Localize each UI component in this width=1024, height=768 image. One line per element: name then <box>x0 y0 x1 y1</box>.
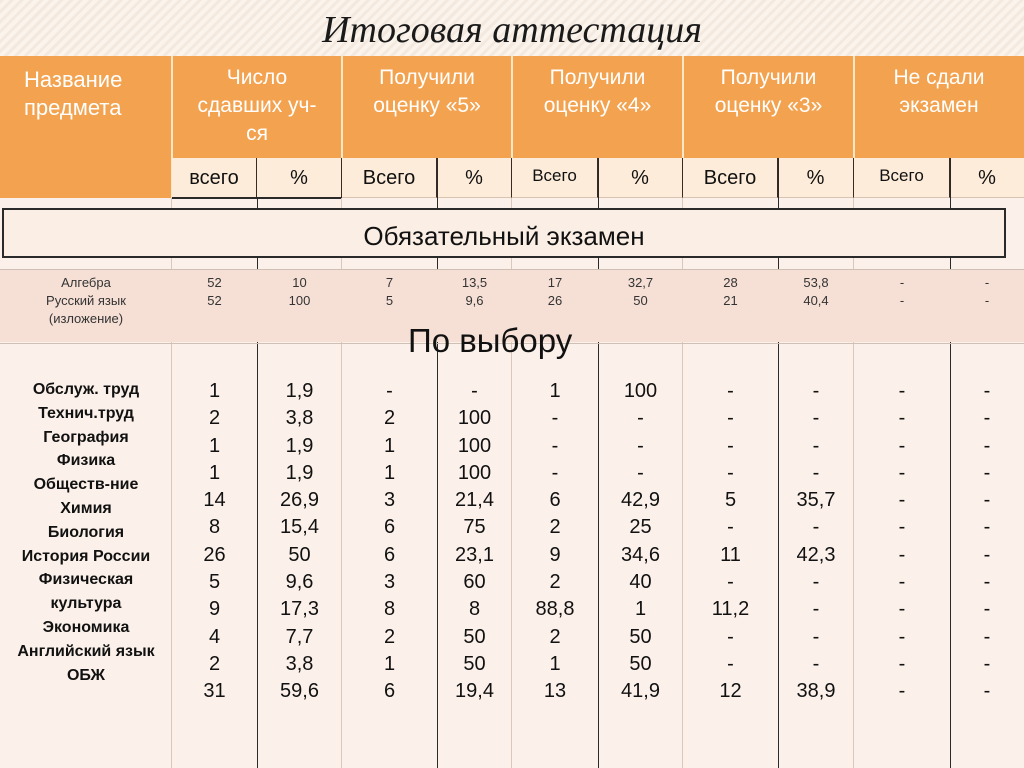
value: 1 <box>634 598 647 621</box>
header-grade3-line: Получили <box>720 66 817 89</box>
value: 75 <box>463 516 486 539</box>
value: - <box>983 680 991 703</box>
subheader-cell: Всего <box>512 158 598 198</box>
value: 13 <box>543 680 567 703</box>
subject-name: Биология <box>47 523 125 541</box>
value: 52 <box>207 293 222 308</box>
value: 2 <box>549 571 561 594</box>
header-failed-line: Не сдали <box>893 66 985 89</box>
value: 17 <box>547 275 563 290</box>
value: 26 <box>547 293 563 308</box>
header-grade3-line: оценку «3» <box>714 94 823 117</box>
value: 9 <box>549 543 561 566</box>
value: - <box>983 543 991 566</box>
value: - <box>983 489 991 512</box>
subject-name: Русский язык <box>46 293 126 308</box>
header-divider <box>853 56 855 158</box>
value: - <box>898 489 906 512</box>
value: 1 <box>383 652 396 675</box>
subject-name: Химия <box>60 499 112 517</box>
mandatory-cell <box>683 274 778 310</box>
header-grade3 <box>683 56 854 158</box>
value: - <box>812 571 820 594</box>
value: 1 <box>208 434 221 457</box>
value: - <box>727 571 734 594</box>
subject-name: Обслуж. труд <box>32 381 140 398</box>
mandatory-cell <box>437 274 512 310</box>
value: - <box>812 434 820 457</box>
value: 26 <box>203 543 226 566</box>
value: 2 <box>208 652 221 675</box>
header-divider <box>682 56 684 158</box>
header-passed-line: Число <box>226 66 288 89</box>
value: - <box>983 434 991 457</box>
value: 38,9 <box>796 680 836 703</box>
value: 6 <box>383 516 396 539</box>
value: 3,8 <box>285 407 314 430</box>
value: 8 <box>468 598 481 621</box>
value: 2 <box>383 625 396 648</box>
header-passed-line: ся <box>246 122 268 145</box>
value: 2 <box>208 407 221 430</box>
value: - <box>898 598 906 621</box>
value: 1 <box>383 461 396 484</box>
elective-label: По выбору <box>408 322 573 359</box>
mandatory-cell <box>512 274 598 310</box>
mandatory-subjects <box>0 274 172 328</box>
value: - <box>812 625 820 648</box>
value: 50 <box>463 652 486 675</box>
header-passed-count <box>172 56 342 158</box>
value: 1 <box>549 652 561 675</box>
value: - <box>812 407 820 430</box>
value: - <box>983 461 991 484</box>
value: 8 <box>208 516 221 539</box>
header-grade4-line: Получили <box>549 66 646 89</box>
subheader-cell: Всего <box>854 158 950 198</box>
value: - <box>898 652 906 675</box>
subheader-cell: Всего <box>683 158 778 198</box>
elective-subjects <box>0 378 172 687</box>
value: 35,7 <box>796 489 836 512</box>
elective-column <box>683 378 778 706</box>
value: 50 <box>633 293 648 308</box>
value: 21,4 <box>455 489 494 512</box>
value: 100 <box>288 293 311 308</box>
mandatory-cell <box>950 274 1024 310</box>
mandatory-cell <box>598 274 683 310</box>
value: 5 <box>385 293 394 308</box>
value: - <box>898 434 906 457</box>
value: 31 <box>203 680 226 703</box>
value: - <box>471 380 478 402</box>
value: - <box>386 380 393 402</box>
value: 6 <box>383 543 396 566</box>
value: - <box>727 380 734 402</box>
value: 41,9 <box>621 680 660 703</box>
subject-name: культура <box>50 595 122 613</box>
value: - <box>727 407 734 430</box>
value: 9,6 <box>285 571 314 594</box>
subject-name: История России <box>21 547 151 565</box>
elective-column <box>172 378 257 706</box>
subheader-cell: % <box>437 158 512 198</box>
subheader-cell: % <box>598 158 683 198</box>
page-title: Итоговая аттестация <box>322 9 702 51</box>
subject-name: Технич.труд <box>38 404 134 422</box>
value: 5 <box>724 489 737 512</box>
value: 100 <box>457 407 492 430</box>
value: 100 <box>457 461 492 484</box>
subject-name: Физика <box>56 452 116 470</box>
value: 1 <box>208 461 221 484</box>
value: 11 <box>720 543 741 566</box>
value: 42,9 <box>621 489 660 512</box>
elective-column <box>437 378 512 706</box>
value: - <box>727 461 734 484</box>
value: 23,1 <box>455 543 494 566</box>
mandatory-exam-banner: Обязательный экзамен <box>2 208 1006 258</box>
value: - <box>637 407 644 430</box>
value: 13,5 <box>461 275 488 290</box>
value: - <box>898 543 906 566</box>
header-subject-line: предмета <box>24 95 122 120</box>
value: - <box>637 434 644 457</box>
header-grade5-line: оценку «5» <box>373 94 481 117</box>
subject-name: География <box>43 428 129 446</box>
value: 9,6 <box>465 293 484 308</box>
elective-column <box>257 378 342 706</box>
value: - <box>898 407 906 430</box>
value: 15,4 <box>280 516 319 539</box>
value: 50 <box>288 543 311 566</box>
value: 10 <box>292 275 307 290</box>
value: 3 <box>383 489 396 512</box>
header-passed-line: сдавших уч- <box>197 94 317 117</box>
value: 50 <box>463 625 486 648</box>
header-failed <box>854 56 1024 158</box>
value: 21 <box>723 293 738 308</box>
value: 11,2 <box>711 598 750 621</box>
value: 53,8 <box>803 275 829 290</box>
value: 100 <box>457 434 492 457</box>
subject-name: ОБЖ <box>66 666 105 684</box>
value: - <box>812 380 820 402</box>
value: 1 <box>208 380 221 402</box>
header-subject <box>0 56 172 198</box>
subheader-cell: % <box>950 158 1024 198</box>
value: - <box>983 625 991 648</box>
value: - <box>812 461 820 484</box>
header-subject-line: Название <box>24 67 123 92</box>
value: 12 <box>719 680 742 703</box>
value: 2 <box>549 625 561 648</box>
value: 17,3 <box>280 598 319 621</box>
value: 4 <box>208 625 221 648</box>
subheader-cell: всего <box>172 158 257 198</box>
mandatory-cell <box>854 274 950 310</box>
value: 40 <box>629 571 652 594</box>
value: 88,8 <box>535 598 575 621</box>
value: 60 <box>463 571 486 594</box>
value: 1,9 <box>285 434 314 457</box>
value: - <box>898 625 906 648</box>
value: 6 <box>383 680 396 703</box>
value: 2 <box>549 516 561 539</box>
value: - <box>983 652 991 675</box>
value: - <box>984 293 990 308</box>
subject-name: Физическая <box>38 571 134 589</box>
value: - <box>812 652 820 675</box>
value: - <box>812 598 820 621</box>
value: - <box>898 461 906 484</box>
value: 1,9 <box>285 461 314 484</box>
elective-column <box>342 378 437 706</box>
subheader-cell: Всего <box>342 158 437 198</box>
value: - <box>899 275 905 290</box>
value: - <box>898 680 906 703</box>
header-failed-line: экзамен <box>899 94 979 117</box>
value: - <box>551 461 559 484</box>
value: 50 <box>629 625 652 648</box>
value: - <box>983 571 991 594</box>
value: - <box>727 434 734 457</box>
value: 25 <box>629 516 652 539</box>
subject-name: Английский язык <box>17 642 155 660</box>
row-divider <box>0 269 1024 270</box>
value: - <box>898 516 906 539</box>
subheader-cell: % <box>778 158 854 198</box>
value: 42,3 <box>796 543 836 566</box>
subject-name: Обществ-ние <box>33 476 139 494</box>
elective-column <box>512 378 598 706</box>
value: 7,7 <box>285 625 314 648</box>
value: - <box>637 461 644 484</box>
value: - <box>812 516 820 539</box>
subject-name: (изложение) <box>48 311 124 326</box>
elective-column <box>598 378 683 706</box>
value: 8 <box>383 598 396 621</box>
value: 28 <box>723 275 738 290</box>
value: - <box>899 293 905 308</box>
header-grade5-line: Получили <box>379 66 475 89</box>
value: 1 <box>549 380 561 402</box>
value: - <box>727 652 734 675</box>
value: - <box>983 407 991 430</box>
value: 50 <box>629 652 652 675</box>
value: - <box>898 571 906 594</box>
subheader-cell: % <box>257 158 342 198</box>
header-divider <box>341 56 343 158</box>
value: 59,6 <box>280 680 319 703</box>
mandatory-cell <box>172 274 257 310</box>
value: - <box>983 516 991 539</box>
value: - <box>551 407 559 430</box>
value: - <box>727 625 734 648</box>
value: - <box>898 380 906 402</box>
header-grade4 <box>512 56 683 158</box>
header-grade4-line: оценку «4» <box>543 94 652 117</box>
mandatory-cell <box>778 274 854 310</box>
value: 2 <box>383 407 396 430</box>
header-grade5 <box>342 56 512 158</box>
value: 1,9 <box>285 380 314 402</box>
value: - <box>984 275 990 290</box>
subject-name: Экономика <box>42 618 130 636</box>
value: 32,7 <box>627 275 654 290</box>
value: - <box>727 516 734 539</box>
value: 1 <box>383 434 396 457</box>
elective-column <box>778 378 854 706</box>
value: 5 <box>208 571 221 594</box>
elective-column <box>950 378 1024 706</box>
value: - <box>983 380 991 402</box>
value: 7 <box>385 275 394 290</box>
value: 100 <box>623 380 658 402</box>
value: 3,8 <box>285 652 314 675</box>
value: 3 <box>383 571 396 594</box>
value: 52 <box>207 275 222 290</box>
subject-name: Алгебра <box>61 275 111 290</box>
header-divider <box>511 56 513 158</box>
value: - <box>551 434 559 457</box>
elective-column <box>854 378 950 706</box>
value: 6 <box>549 489 561 512</box>
value: 14 <box>203 489 226 512</box>
value: - <box>983 598 991 621</box>
value: 34,6 <box>621 543 660 566</box>
mandatory-cell <box>257 274 342 310</box>
value: 19,4 <box>455 680 494 703</box>
value: 40,4 <box>803 293 829 308</box>
mandatory-cell <box>342 274 437 310</box>
value: 26,9 <box>280 489 319 512</box>
value: 9 <box>208 598 221 621</box>
